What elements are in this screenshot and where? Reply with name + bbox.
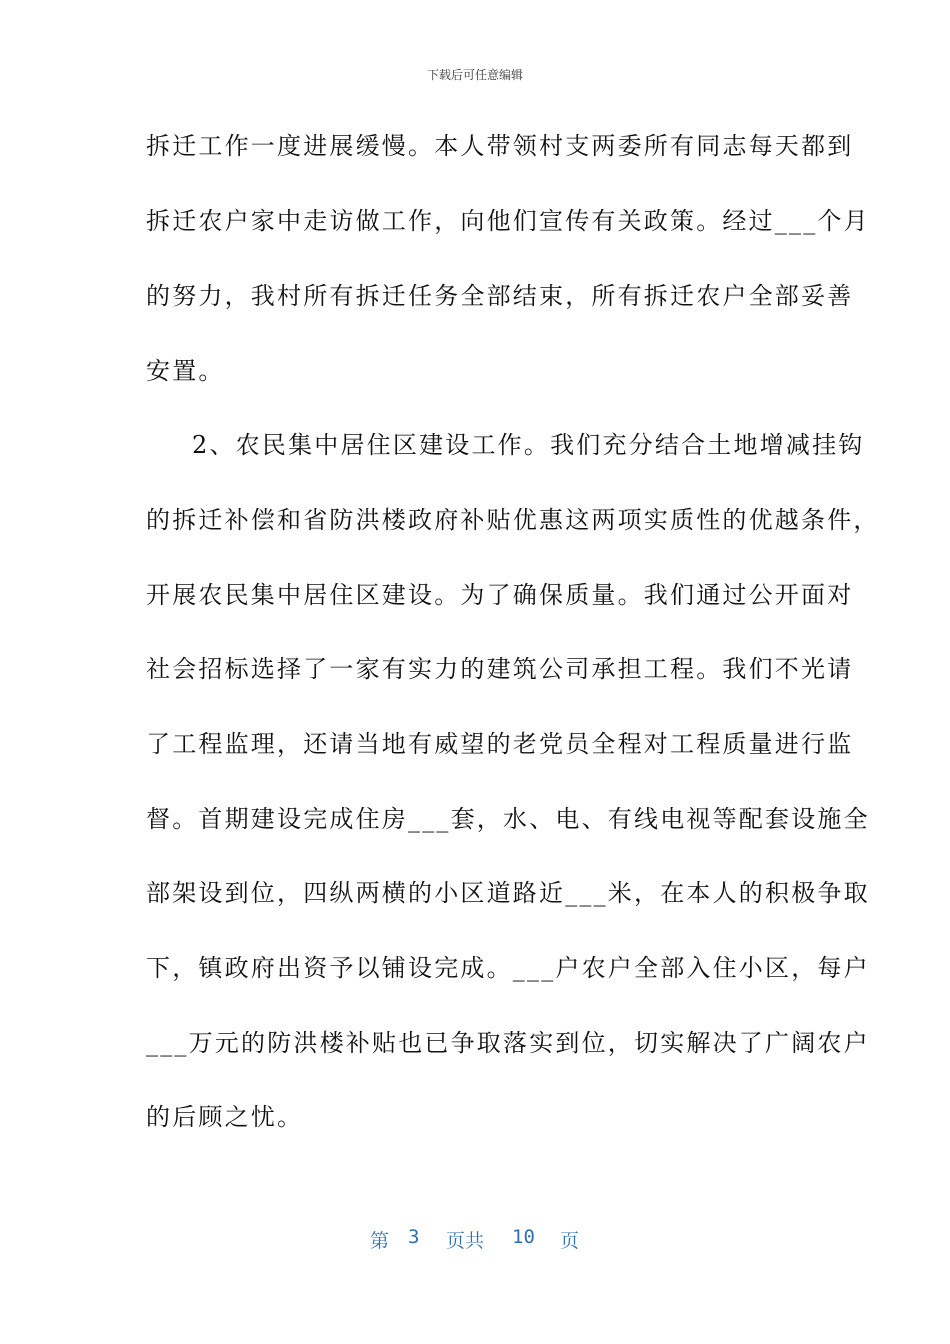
- body-line: 开展农民集中居住区建设。为了确保质量。我们通过公开面对: [146, 581, 854, 609]
- body-line: 的后顾之忧。: [146, 1103, 304, 1131]
- body-line: 部架设到位，四纵两横的小区道路近___米，在本人的积极争取: [146, 879, 870, 907]
- body-line: 社会招标选择了一家有实力的建筑公司承担工程。我们不光请: [146, 655, 854, 683]
- body-line: 的努力，我村所有拆迁任务全部结束，所有拆迁农户全部妥善: [146, 282, 854, 310]
- body-line: ___万元的防洪楼补贴也已争取落实到位，切实解决了广阔农户: [146, 1029, 870, 1057]
- footer-page-label: 第: [370, 1230, 390, 1252]
- footer-total-pages: 10: [512, 1226, 535, 1248]
- body-line: 拆迁工作一度进展缓慢。本人带领村支两委所有同志每天都到: [146, 132, 854, 160]
- body-line: 的拆迁补偿和省防洪楼政府补贴优惠这两项实质性的优越条件，: [146, 506, 880, 534]
- body-line: 安置。: [146, 357, 225, 385]
- body-line: 拆迁农户家中走访做工作，向他们宣传有关政策。经过___个月: [146, 207, 870, 235]
- body-line: 下，镇政府出资予以铺设完成。___户农户全部入住小区，每户: [146, 954, 870, 982]
- footer-current-page: 3: [408, 1226, 420, 1248]
- body-line: 督。首期建设完成住房___套，水、电、有线电视等配套设施全: [146, 805, 870, 833]
- footer-page-suffix: 页: [560, 1230, 580, 1252]
- footer-total-label: 页共: [446, 1230, 485, 1252]
- page-header: 下载后可任意编辑: [426, 68, 523, 82]
- body-line: 了工程监理，还请当地有威望的老党员全程对工程质量进行监: [146, 730, 854, 758]
- page-footer: [370, 1226, 579, 1253]
- paragraph-start-line: 2、农民集中居住区建设工作。我们充分结合土地增减挂钩: [192, 431, 865, 459]
